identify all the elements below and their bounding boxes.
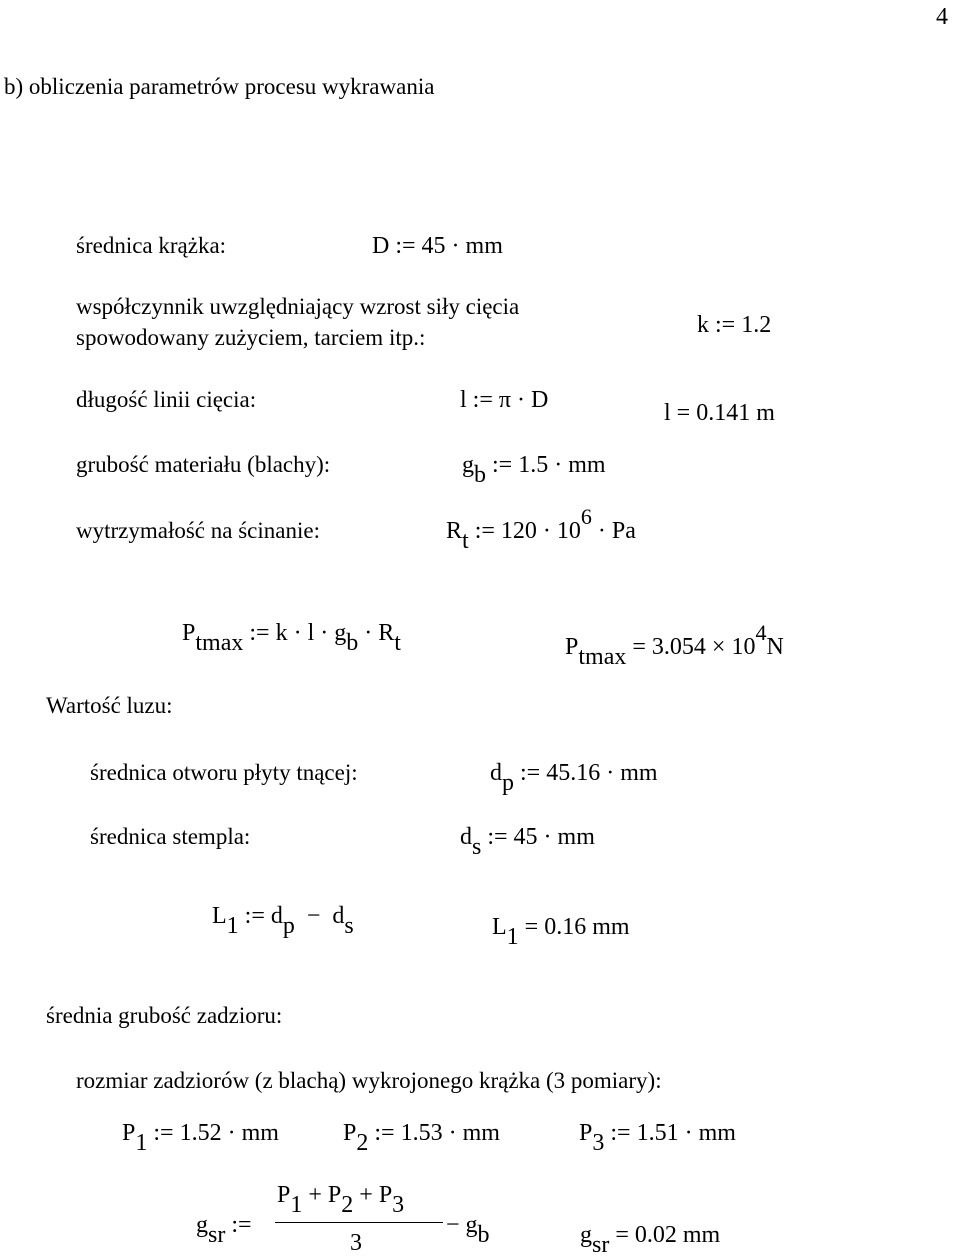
formula-gb — [462, 452, 606, 488]
label-shear-strength: wytrzymałość na ścinanie: — [76, 518, 320, 543]
unit: mm — [592, 914, 630, 940]
minus-op: − — [306, 903, 321, 929]
formula-k — [697, 312, 771, 339]
unit: mm — [241, 1120, 279, 1146]
assign-op: := — [374, 1120, 395, 1146]
value: 120 — [500, 518, 537, 544]
var-k: k — [275, 620, 288, 646]
unit: mm — [682, 1222, 721, 1248]
subscript-1: 1 — [135, 1130, 148, 1156]
label-thickness: grubość materiału (blachy): — [76, 452, 331, 477]
unit: mm — [620, 760, 658, 786]
value: 0.16 — [544, 914, 587, 940]
value: 3.054 — [651, 634, 706, 660]
var-P: P — [343, 1120, 357, 1146]
subscript-2: 2 — [341, 1192, 354, 1218]
dot-op: · — [364, 620, 373, 646]
unit: mm — [568, 452, 606, 478]
unit: mm — [557, 824, 595, 850]
var-g: g — [580, 1222, 592, 1248]
unit: Pa — [611, 518, 636, 544]
subscript-b: b — [474, 462, 486, 488]
var-P: P — [277, 1182, 291, 1208]
subscript-sr: sr — [208, 1222, 226, 1248]
subscript-t: t — [394, 630, 401, 656]
label-die-hole: średnica otworu płyty tnącej: — [90, 760, 358, 785]
dot-op: · — [320, 620, 329, 646]
formula-P1 — [122, 1120, 279, 1156]
formula-Rt — [446, 504, 636, 554]
value: 1.5 — [518, 452, 549, 478]
var-P: P — [182, 620, 196, 646]
dot-op: · — [543, 824, 552, 850]
subheading-burr: rozmiar zadziorów (z blachą) wykrojonego krążka (3 pomiary): — [76, 1068, 662, 1093]
dot-op: · — [542, 518, 551, 544]
result-l — [664, 400, 775, 427]
times-op: × — [711, 634, 726, 660]
unit: mm — [462, 1120, 500, 1146]
var-g: g — [196, 1212, 208, 1238]
value: 0.02 — [634, 1222, 677, 1248]
var-L: L — [492, 914, 507, 940]
unit: N — [766, 634, 784, 660]
assign-op: := — [472, 387, 493, 413]
eq-op: = — [524, 914, 539, 940]
heading-clearance: Wartość luzu: — [46, 693, 173, 718]
formula-P2 — [343, 1120, 500, 1156]
fraction-bar — [275, 1222, 443, 1223]
var-g: g — [465, 1212, 478, 1238]
var-d: d — [490, 760, 502, 786]
assign-op: := — [153, 1120, 174, 1146]
var-d: d — [460, 824, 472, 850]
gsr-minus-term — [446, 1212, 490, 1248]
var-P: P — [565, 634, 579, 660]
formula-l — [460, 387, 548, 414]
formula-ds — [460, 824, 595, 860]
value: 0.141 — [696, 400, 751, 426]
eq-op: = — [632, 634, 646, 660]
pi-symbol: π — [498, 387, 511, 413]
label-k-line1: współczynnik uwzględniający wzrost siły cięcia — [76, 294, 520, 319]
var-l: l — [307, 620, 315, 646]
assign-op: := — [492, 452, 513, 478]
result-ptmax — [565, 620, 784, 670]
var-D: D — [372, 233, 390, 259]
var-P: P — [579, 1120, 593, 1146]
value: 45.16 — [546, 760, 601, 786]
var-P: P — [122, 1120, 136, 1146]
dot-op: · — [451, 233, 460, 259]
var-D: D — [531, 387, 549, 413]
subscript-s: s — [472, 834, 482, 860]
var-l: l — [664, 400, 671, 426]
var-P: P — [378, 1182, 393, 1208]
assign-op: := — [395, 233, 416, 259]
value: 1.2 — [741, 312, 772, 338]
subscript-1: 1 — [506, 924, 519, 950]
subscript-tmax: tmax — [195, 630, 244, 656]
dot-op: · — [448, 1120, 457, 1146]
var-k: k — [697, 312, 709, 338]
var-d: d — [332, 903, 345, 929]
section-title: b) obliczenia parametrów procesu wykrawania — [4, 74, 435, 99]
assign-op: := — [474, 518, 495, 544]
var-P: P — [327, 1182, 342, 1208]
subscript-p: p — [282, 913, 295, 939]
value: 1.52 — [179, 1120, 222, 1146]
subscript-p: p — [502, 770, 514, 796]
var-g: g — [334, 620, 347, 646]
gsr-denominator: 3 — [350, 1230, 362, 1256]
formula-D — [372, 233, 503, 260]
formula-L1 — [212, 903, 354, 939]
formula-ptmax — [182, 620, 401, 656]
assign-op: := — [715, 312, 736, 338]
plus-op: + — [308, 1182, 322, 1208]
assign-op: := — [610, 1120, 631, 1146]
subscript-2: 2 — [356, 1130, 369, 1156]
subscript-tmax: tmax — [578, 644, 627, 670]
minus-op: − — [446, 1212, 460, 1238]
formula-P3 — [579, 1120, 736, 1156]
label-diameter: średnica krążka: — [76, 233, 227, 258]
assign-op: := — [231, 1212, 252, 1238]
assign-op: := — [249, 620, 270, 646]
subscript-sr: sr — [592, 1232, 610, 1258]
subscript-s: s — [344, 913, 354, 939]
var-L: L — [212, 903, 227, 929]
unit: m — [756, 400, 775, 426]
label-length: długość linii cięcia: — [76, 387, 257, 412]
unit: mm — [465, 233, 503, 259]
subscript-1: 1 — [290, 1192, 303, 1218]
gsr-lhs — [196, 1212, 252, 1248]
assign-op: := — [244, 903, 265, 929]
eq-op: = — [615, 1222, 629, 1248]
plus-op: + — [359, 1182, 373, 1208]
var-R: R — [378, 620, 395, 646]
label-punch: średnica stempla: — [90, 824, 251, 849]
dot-op: · — [684, 1120, 693, 1146]
dot-op: · — [554, 452, 563, 478]
subscript-3: 3 — [392, 1192, 405, 1218]
subscript-t: t — [462, 528, 469, 554]
formula-dp — [490, 760, 658, 796]
base-10: 10 — [556, 518, 581, 544]
dot-op: · — [227, 1120, 236, 1146]
exponent: 4 — [755, 620, 767, 645]
result-L1 — [492, 914, 630, 950]
assign-op: := — [520, 760, 541, 786]
result-gsr — [580, 1222, 721, 1258]
exponent: 6 — [580, 504, 592, 529]
subscript-b: b — [346, 630, 359, 656]
subscript-1: 1 — [226, 913, 239, 939]
value: 1.53 — [400, 1120, 443, 1146]
value: 1.51 — [636, 1120, 679, 1146]
value: 45 — [421, 233, 446, 259]
subscript-b: b — [477, 1222, 490, 1248]
dot-op: · — [597, 518, 606, 544]
heading-burr: średnia grubość zadzioru: — [46, 1003, 283, 1028]
label-k-line2: spowodowany zużyciem, tarciem itp.: — [76, 325, 426, 350]
value: 45 — [513, 824, 538, 850]
dot-op: · — [517, 387, 525, 413]
var-d: d — [270, 903, 283, 929]
gsr-numerator — [277, 1182, 405, 1218]
base-10: 10 — [731, 634, 756, 660]
dot-op: · — [293, 620, 302, 646]
eq-op: = — [676, 400, 691, 426]
var-g: g — [462, 452, 474, 478]
dot-op: · — [606, 760, 615, 786]
assign-op: := — [487, 824, 508, 850]
var-l: l — [460, 387, 467, 413]
var-R: R — [446, 518, 463, 544]
unit: mm — [698, 1120, 736, 1146]
page-number: 4 — [936, 4, 948, 30]
subscript-3: 3 — [592, 1130, 605, 1156]
